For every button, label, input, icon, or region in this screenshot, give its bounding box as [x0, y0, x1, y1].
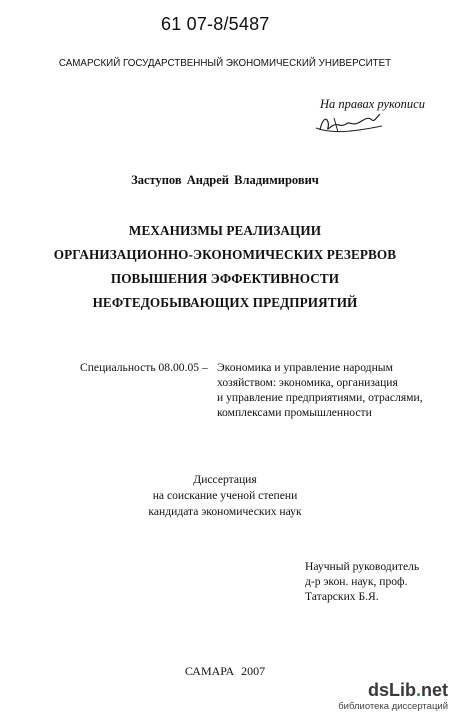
archive-number: 61 07-8/5487 — [161, 14, 270, 34]
title-line: ПОВЫШЕНИЯ ЭФФЕКТИВНОСТИ — [110, 271, 340, 286]
signature-image — [312, 108, 412, 138]
dslib-logo[interactable] — [368, 680, 448, 701]
city-year: САМАРА 2007 — [184, 664, 266, 678]
advisor-line: Татарских Б.Я. — [305, 590, 379, 603]
author-name: Заступов Андрей Владимирович — [131, 173, 319, 187]
manuscript-note: На правах рукописи — [320, 97, 425, 111]
watermark-subtitle: библиотека диссертаций — [338, 701, 448, 712]
dissertation-line: Диссертация — [193, 473, 257, 486]
logo-suffix: net — [421, 680, 448, 700]
advisor-line: Научный руководитель — [305, 560, 420, 573]
dissertation-line: кандидата экономических наук — [148, 505, 302, 518]
logo-dot: . — [415, 680, 421, 700]
specialty-line: Экономика и управление народным — [217, 361, 393, 374]
title-line: МЕХАНИЗМЫ РЕАЛИЗАЦИИ — [128, 223, 322, 238]
specialty-label: Специальность 08.00.05 – — [80, 361, 208, 374]
university-name: САМАРСКИЙ ГОСУДАРСТВЕННЫЙ ЭКОНОМИЧЕСКИЙ УНИВЕРСИТЕТ — [58, 58, 392, 69]
specialty-line: комплексами промышленности — [217, 406, 372, 419]
specialty-line: хозяйством: экономика, организация — [217, 376, 398, 389]
title-line: НЕФТЕДОБЫВАЮЩИХ ПРЕДПРИЯТИЙ — [92, 295, 358, 310]
logo-prefix: dsLib — [367, 680, 416, 700]
title-line: ОРГАНИЗАЦИОННО-ЭКОНОМИЧЕСКИХ РЕЗЕРВОВ — [53, 247, 397, 262]
dissertation-line: на соискание ученой степени — [152, 489, 298, 502]
specialty-line: и управление предприятиями, отраслями, — [217, 391, 423, 404]
advisor-line: д-р экон. наук, проф. — [305, 575, 408, 588]
